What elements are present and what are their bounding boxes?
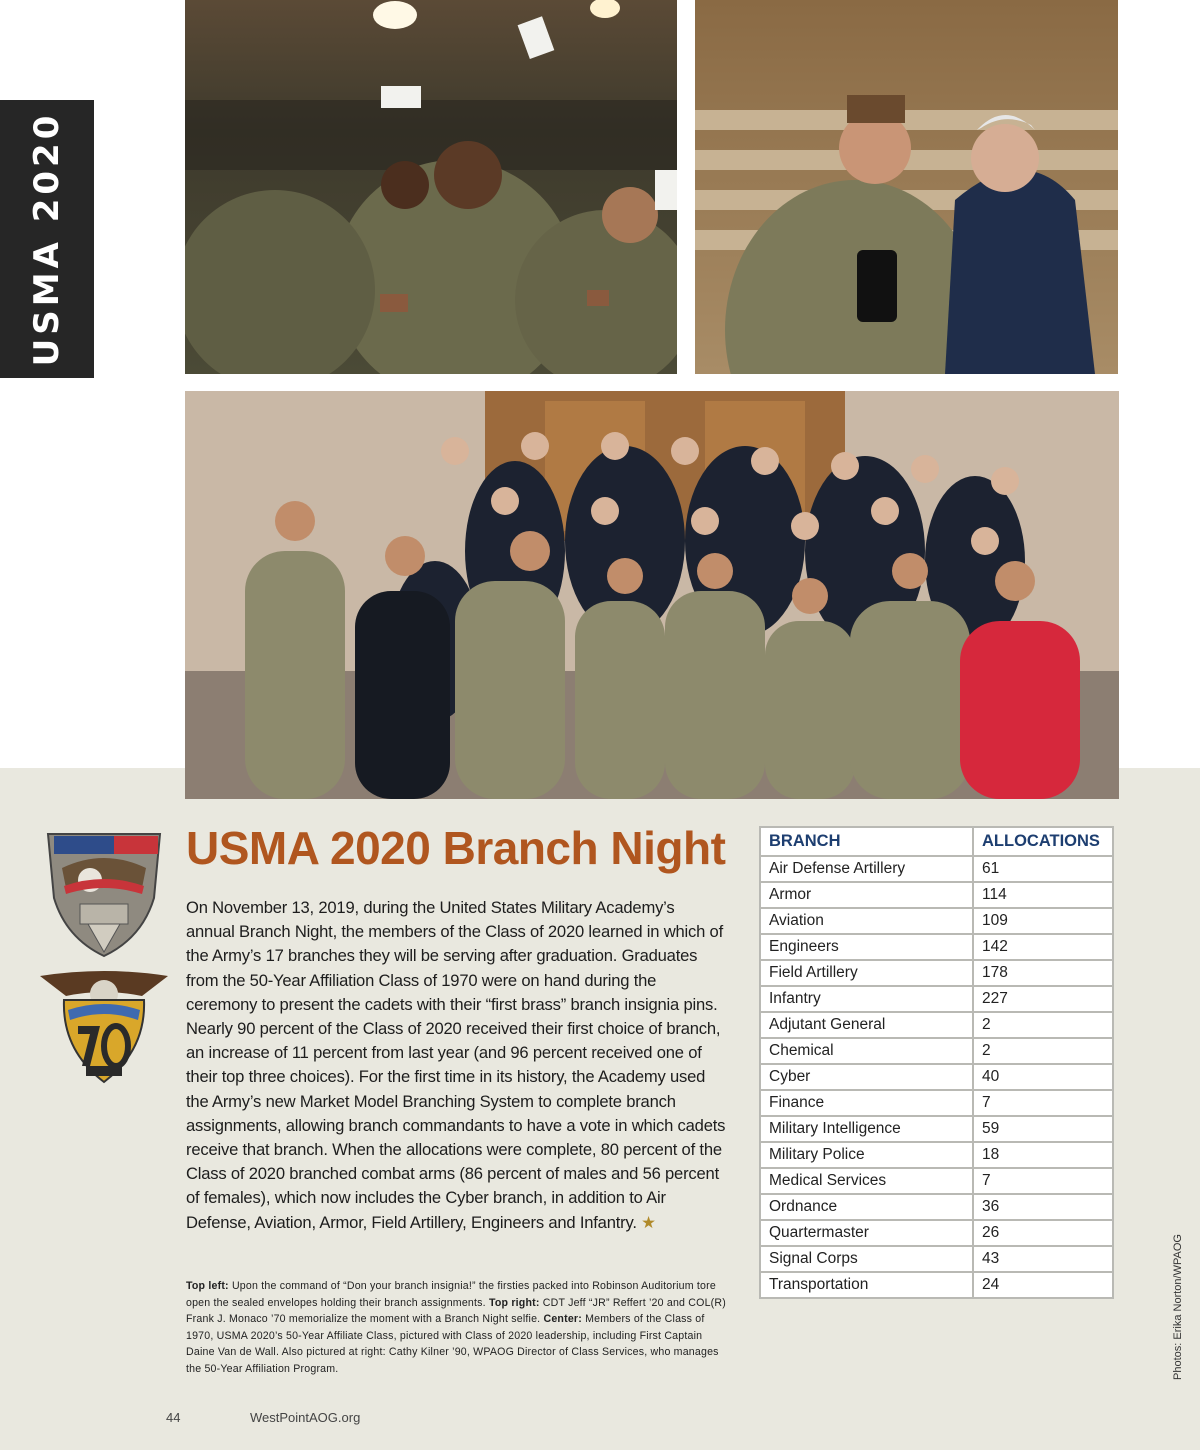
photo-group-class-1970-2020 (185, 391, 1119, 799)
table-row (760, 882, 1113, 908)
allocation-count-cell: 178 (973, 960, 1113, 986)
allocation-count-cell: 2 (973, 1012, 1113, 1038)
branch-name-cell: Air Defense Artillery (760, 856, 973, 882)
column-header-allocations: ALLOCATIONS (973, 827, 1113, 856)
table-row (760, 960, 1113, 986)
table-row (760, 1116, 1113, 1142)
table-header-row (760, 827, 1113, 856)
allocation-count-cell: 36 (973, 1194, 1113, 1220)
photo-cadet-selfie (695, 0, 1118, 374)
allocation-count-cell: 61 (973, 856, 1113, 882)
branch-name-cell: Field Artillery (760, 960, 973, 986)
branch-name-cell: Military Intelligence (760, 1116, 973, 1142)
allocation-count-cell: 26 (973, 1220, 1113, 1246)
photo-captions (186, 1278, 726, 1378)
allocation-count-cell: 109 (973, 908, 1113, 934)
section-tab-label: USMA 2020 (27, 111, 67, 367)
footer-site-url: WestPointAOG.org (250, 1410, 361, 1425)
table-row (760, 1220, 1113, 1246)
section-tab (0, 100, 94, 378)
table-row (760, 1246, 1113, 1272)
branch-name-cell: Ordnance (760, 1194, 973, 1220)
caption-center-label: Center: (543, 1313, 582, 1326)
class-2020-crest-logo (42, 828, 166, 960)
caption-top-left-text: Upon the command of “Don your branch insignia!” the firsties packed into Robinson Auditorium tore open the sealed envelopes holding their branch assignments. (186, 1280, 716, 1309)
page-number: 44 (166, 1410, 181, 1425)
branch-name-cell: Military Police (760, 1142, 973, 1168)
branch-name-cell: Aviation (760, 908, 973, 934)
branch-name-cell: Transportation (760, 1272, 973, 1298)
allocation-count-cell: 114 (973, 882, 1113, 908)
table-row (760, 986, 1113, 1012)
column-header-branch: BRANCH (760, 827, 973, 856)
table-row (760, 908, 1113, 934)
table-row (760, 1012, 1113, 1038)
caption-top-right-text: CDT Jeff “JR” Reffert ’20 and COL(R) Frank J. Monaco ’70 memorialize the moment with a Branch Night selfie. (186, 1296, 726, 1326)
allocation-count-cell: 18 (973, 1142, 1113, 1168)
branch-name-cell: Chemical (760, 1038, 973, 1064)
article-body (186, 896, 726, 1235)
branch-name-cell: Medical Services (760, 1168, 973, 1194)
table-row (760, 1194, 1113, 1220)
table-body (760, 856, 1113, 1298)
branch-name-cell: Quartermaster (760, 1220, 973, 1246)
photo-cadets-raising-envelopes (185, 0, 677, 374)
caption-top-right-label: Top right: (488, 1296, 540, 1309)
table-row (760, 934, 1113, 960)
allocation-count-cell: 43 (973, 1246, 1113, 1272)
table-row (760, 856, 1113, 882)
allocation-count-cell: 59 (973, 1116, 1113, 1142)
table-row (760, 1038, 1113, 1064)
table-row (760, 1272, 1113, 1298)
allocation-count-cell: 7 (973, 1090, 1113, 1116)
allocation-count-cell: 24 (973, 1272, 1113, 1298)
branch-name-cell: Cyber (760, 1064, 973, 1090)
allocation-count-cell: 40 (973, 1064, 1113, 1090)
allocation-count-cell: 2 (973, 1038, 1113, 1064)
branch-name-cell: Adjutant General (760, 1012, 973, 1038)
branch-name-cell: Finance (760, 1090, 973, 1116)
table-row (760, 1142, 1113, 1168)
article-headline: USMA 2020 Branch Night (186, 822, 726, 874)
allocation-count-cell: 7 (973, 1168, 1113, 1194)
photo-credit: Photos: Erika Norton/WPAOG (1172, 1234, 1184, 1380)
caption-center-text: Members of the Class of 1970, USMA 2020’s 50-Year Affiliate Class, pictured with Class of 2020 leadership, including First Captain Daine Van de Wall. Also pictured at right: Cathy Kilner ’90, WPAOG Director of Class Services, who manages the 50-Year Affiliation Program. (186, 1313, 719, 1375)
caption-top-left-label: Top left: (186, 1280, 229, 1292)
table-row (760, 1064, 1113, 1090)
branch-allocations-table (759, 826, 1114, 1299)
table-row (760, 1168, 1113, 1194)
branch-name-cell: Engineers (760, 934, 973, 960)
allocation-count-cell: 227 (973, 986, 1113, 1012)
branch-name-cell: Infantry (760, 986, 973, 1012)
class-1970-crest-logo (38, 970, 170, 1086)
article-body-text: On November 13, 2019, during the United States Military Academy’s annual Branch Night, the members of the Class of 2020 learned in which of the Army’s 17 branches they will be serving after graduation. Graduates from the 50-Year Affiliation Class of 1970 were on hand during the ceremony to present the cadets with their “first brass” branch insignia pins. Nearly 90 percent of the Class of 2020 received their first choice of branch, an increase of 11 percent from last year (and 96 percent received one of their top three choices). For the first time in its history, the Academy used the Army’s new Market Model Branching System to complete branch assignments, allowing branch commandants to have a vote in which cadets receive that branch. When the allocations were complete, 80 percent of the Class of 2020 branched combat arms (86 percent of males and 56 percent of females), which now includes the Cyber branch, in addition to Air Defense, Aviation, Armor, Field Artillery, Engineers and Infantry. (186, 898, 726, 1232)
table-row (760, 1090, 1113, 1116)
end-mark-star-icon: ★ (641, 1212, 656, 1232)
branch-name-cell: Armor (760, 882, 973, 908)
branch-name-cell: Signal Corps (760, 1246, 973, 1272)
allocation-count-cell: 142 (973, 934, 1113, 960)
